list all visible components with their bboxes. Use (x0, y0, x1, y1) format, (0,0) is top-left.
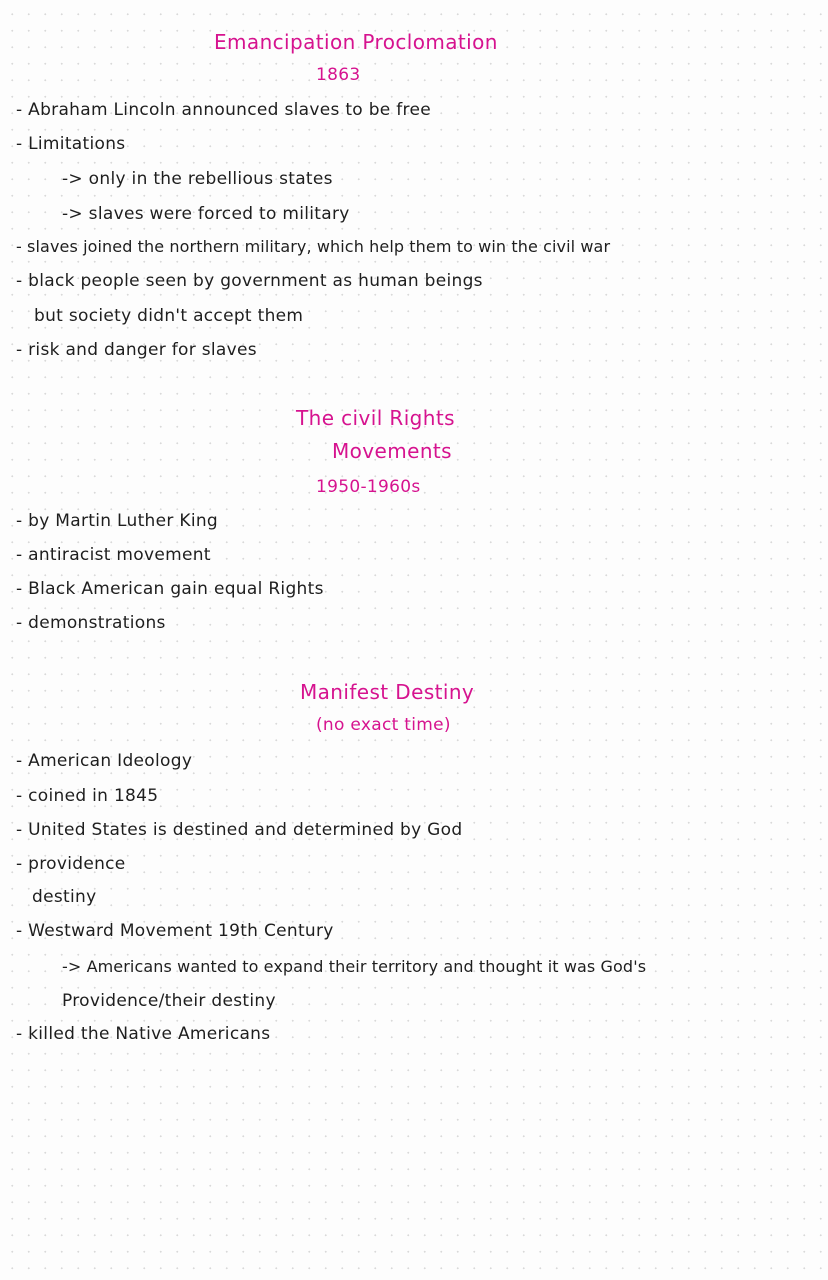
section1-line-4: -> slaves were forced to military (62, 204, 350, 224)
section3-line-8: Providence/their destiny (62, 991, 276, 1011)
section2-line-4: - demonstrations (16, 613, 166, 633)
section3-line-4: - providence (16, 854, 126, 874)
section3-line-3: - United States is destined and determined by God (16, 820, 463, 840)
section1-line-3: -> only in the rebellious states (62, 169, 333, 189)
section2-line-2: - antiracist movement (16, 545, 211, 565)
section3-line-5: destiny (32, 887, 97, 907)
section3-line-2: - coined in 1845 (16, 786, 159, 806)
section1-line-6: - black people seen by government as human beings (16, 271, 483, 291)
section1-line-8: - risk and danger for slaves (16, 340, 257, 360)
section2-title-line2: Movements (332, 439, 452, 463)
section3-line-7: -> Americans wanted to expand their territory and thought it was God's (62, 957, 647, 976)
section3-title: Manifest Destiny (300, 680, 475, 704)
section3-subtitle: (no exact time) (316, 715, 451, 735)
section2-years: 1950-1960s (316, 477, 421, 497)
section1-title: Emancipation Proclomation (214, 30, 498, 54)
section1-line-2: - Limitations (16, 134, 126, 154)
section2-line-1: - by Martin Luther King (16, 511, 219, 531)
section1-line-5: - slaves joined the northern military, which help them to win the civil war (16, 237, 611, 256)
section1-year: 1863 (316, 65, 361, 85)
section3-line-6: - Westward Movement 19th Century (16, 921, 334, 941)
section3-line-9: - killed the Native Americans (16, 1024, 271, 1044)
section1-line-1: - Abraham Lincoln announced slaves to be free (16, 100, 431, 120)
section2-title-line1: The civil Rights (296, 406, 455, 430)
section2-line-3: - Black American gain equal Rights (16, 579, 324, 599)
section3-line-1: - American Ideology (16, 751, 193, 771)
section1-line-7: but society didn't accept them (34, 306, 304, 326)
